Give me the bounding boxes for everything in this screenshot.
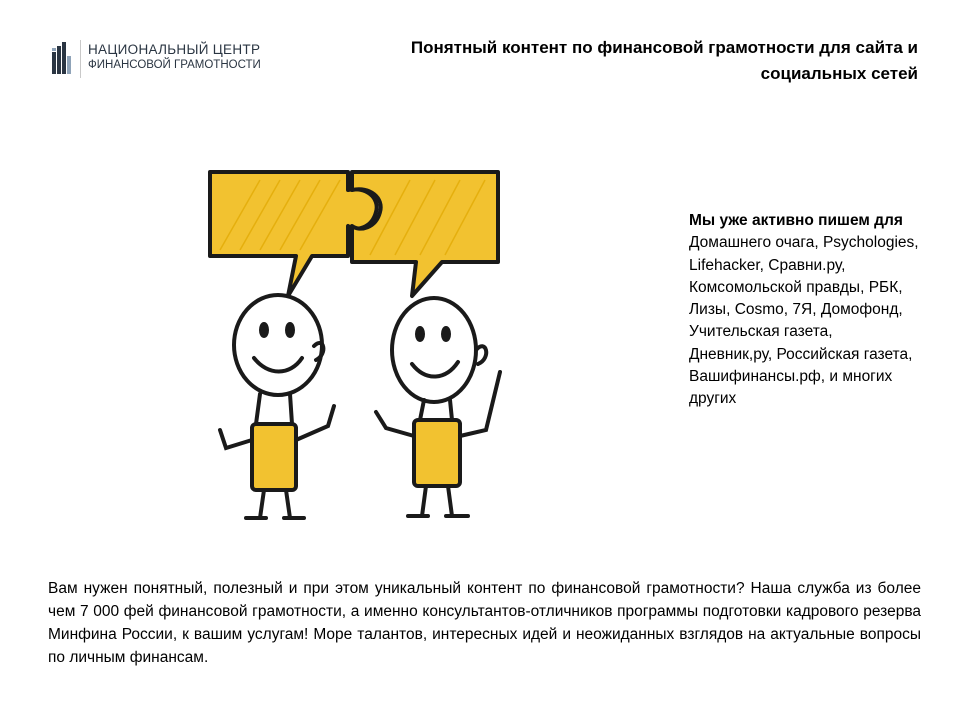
right-speech-bubble xyxy=(352,172,498,296)
logo-divider xyxy=(80,40,81,78)
logo-title-line1: НАЦИОНАЛЬНЫЙ ЦЕНТР xyxy=(88,42,261,57)
bar-chart-logo-icon xyxy=(52,42,72,74)
left-person xyxy=(220,295,334,518)
organization-logo xyxy=(52,38,292,82)
media-partners-lead: Мы уже активно пишем для xyxy=(689,212,903,229)
media-partners-list: Домашнего очага, Psychologies, Lifehacker, Сравни.ру, Комсомольской правды, РБК, Лизы, Cosmo, 7Я, Домофонд, Учительская газета, Дневник,ру, Российская газета, Вашифинансы.рф, и многих других xyxy=(689,234,919,408)
service-description-paragraph: Вам нужен понятный, полезный и при этом уникальный контент по финансовой грамотности? Наша служба из более чем 7 000 фей финансовой грамотности, а именно консультантов-отличников программы подготовки кадрового резерва Минфина России, к вашим услугам! Море талантов, интересных идей и неожиданных взглядов на актуальные вопросы по личным финансам. xyxy=(48,580,921,666)
two-people-talking-puzzle-bubbles-illustration xyxy=(180,150,520,530)
logo-title-line2: ФИНАНСОВОЙ ГРАМОТНОСТИ xyxy=(88,59,261,71)
media-partners-text xyxy=(689,210,919,411)
right-person xyxy=(376,298,500,516)
page-title: Понятный контент по финансовой грамотности для сайта и социальных сетей xyxy=(410,38,918,83)
